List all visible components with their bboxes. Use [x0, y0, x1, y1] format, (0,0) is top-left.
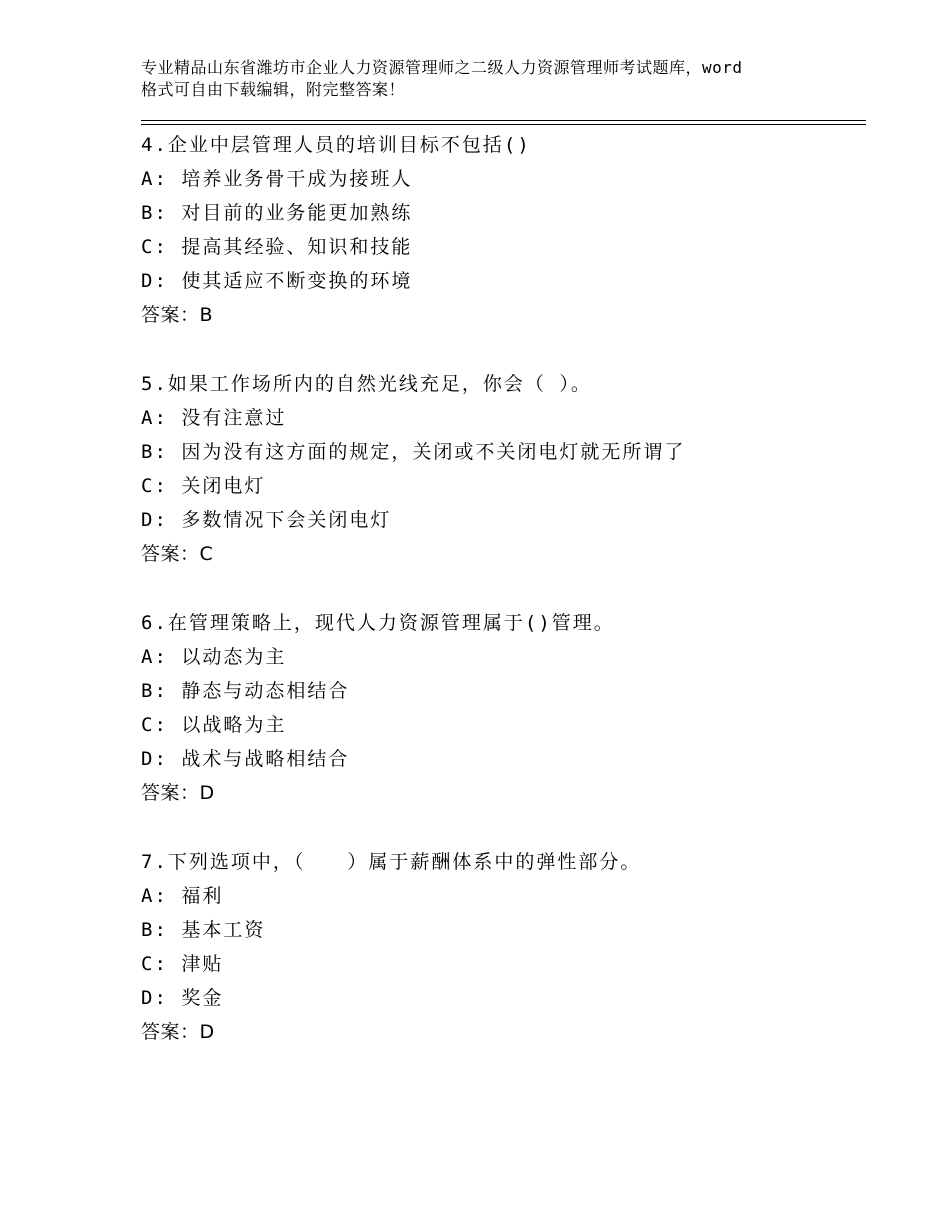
- question-stem: 4.企业中层管理人员的培训目标不包括(): [141, 134, 531, 156]
- option-b: B: 基本工资: [141, 919, 266, 941]
- option-d: D: 多数情况下会关闭电灯: [141, 509, 392, 531]
- option-c: C: 津贴: [141, 953, 224, 975]
- option-a: A: 培养业务骨干成为接班人: [141, 168, 413, 190]
- question-stem: 7.下列选项中，（ ）属于薪酬体系中的弹性部分。: [141, 851, 642, 873]
- question-stem: 6.在管理策略上，现代人力资源管理属于()管理。: [141, 612, 615, 634]
- answer-line: 答案：B: [141, 304, 214, 326]
- answer-line: 答案：D: [141, 782, 215, 804]
- answer-line: 答案：C: [141, 543, 214, 565]
- option-c: C: 以战略为主: [141, 714, 287, 736]
- question-4: [141, 128, 861, 332]
- option-c: C: 提高其经验、知识和技能: [141, 236, 413, 258]
- answer-line: 答案：D: [141, 1021, 215, 1043]
- option-d: D: 战术与战略相结合: [141, 748, 350, 770]
- option-a: A: 福利: [141, 885, 224, 907]
- question-6: [141, 606, 861, 810]
- question-stem: 5.如果工作场所内的自然光线充足，你会（ ）。: [141, 373, 592, 395]
- option-b: B: 对目前的业务能更加熟练: [141, 202, 413, 224]
- option-a: A: 以动态为主: [141, 646, 287, 668]
- document-header: [141, 57, 841, 101]
- question-list: [141, 128, 861, 1084]
- header-line-1: 专业精品山东省潍坊市企业人力资源管理师之二级人力资源管理师考试题库，word: [141, 58, 743, 77]
- header-divider-bottom: [141, 124, 866, 125]
- option-b: B: 静态与动态相结合: [141, 680, 350, 702]
- option-d: D: 使其适应不断变换的环境: [141, 270, 413, 292]
- header-line-2: 格式可自由下载编辑，附完整答案！: [141, 80, 406, 99]
- option-b: B: 因为没有这方面的规定，关闭或不关闭电灯就无所谓了: [141, 441, 686, 463]
- option-c: C: 关闭电灯: [141, 475, 266, 497]
- question-5: [141, 367, 861, 571]
- option-d: D: 奖金: [141, 987, 224, 1009]
- option-a: A: 没有注意过: [141, 407, 287, 429]
- header-divider-top: [141, 120, 866, 121]
- question-7: [141, 845, 861, 1049]
